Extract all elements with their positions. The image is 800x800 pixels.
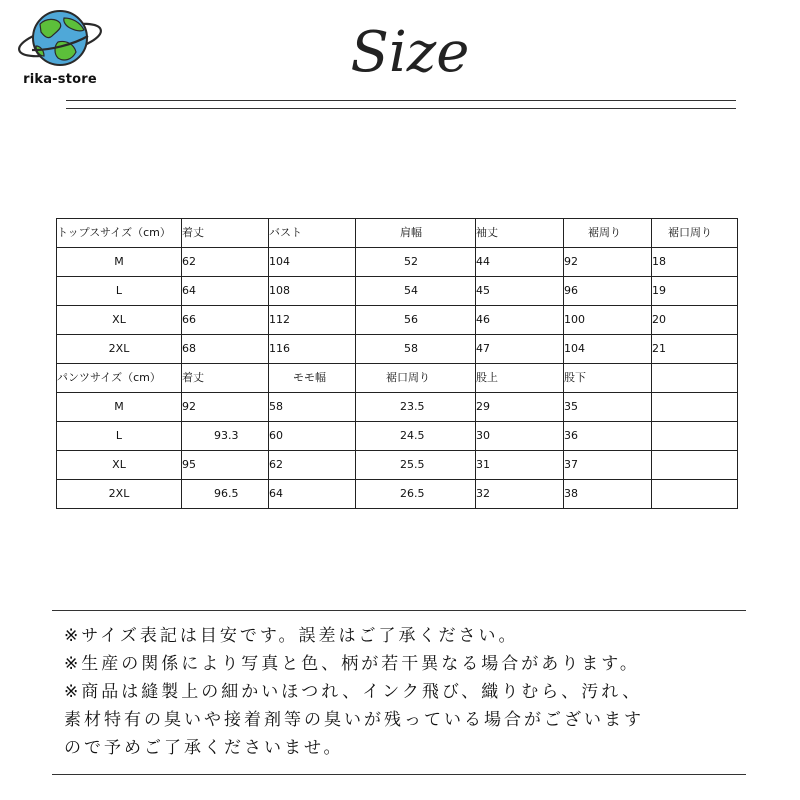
table-cell: 20 <box>652 306 738 335</box>
table-cell: 2XL <box>57 335 182 364</box>
table-cell: 肩幅 <box>356 219 476 248</box>
page-title: Size <box>350 20 470 85</box>
table-cell: 18 <box>652 248 738 277</box>
table-cell: 95 <box>182 451 269 480</box>
table-cell: 44 <box>476 248 564 277</box>
table-cell <box>652 451 738 480</box>
table-cell: 着丈 <box>182 364 269 393</box>
table-cell: 58 <box>269 393 356 422</box>
table-row <box>57 219 738 248</box>
table-cell: バスト <box>269 219 356 248</box>
table-cell: 116 <box>269 335 356 364</box>
table-cell: 92 <box>564 248 652 277</box>
divider-notes-top <box>52 610 746 611</box>
table-cell: 112 <box>269 306 356 335</box>
table-row <box>57 335 738 364</box>
divider-notes-bottom <box>52 774 746 775</box>
table-cell: L <box>57 422 182 451</box>
table-cell: 袖丈 <box>476 219 564 248</box>
globe-icon <box>14 6 106 72</box>
table-cell: 56 <box>356 306 476 335</box>
table-row <box>57 422 738 451</box>
table-cell: 股上 <box>476 364 564 393</box>
table-cell: 29 <box>476 393 564 422</box>
table-cell: 25.5 <box>356 451 476 480</box>
note-line: ※生産の関係により写真と色、柄が若干異なる場合があります。 <box>64 654 640 674</box>
table-cell: 36 <box>564 422 652 451</box>
table-row <box>57 364 738 393</box>
table-row <box>57 277 738 306</box>
table-cell: L <box>57 277 182 306</box>
table-cell: 2XL <box>57 480 182 509</box>
table-cell: XL <box>57 451 182 480</box>
table-cell: パンツサイズ（cm） <box>57 364 182 393</box>
table-cell: 64 <box>269 480 356 509</box>
table-cell: 96.5 <box>182 480 269 509</box>
table-row <box>57 248 738 277</box>
table-cell: モモ幅 <box>269 364 356 393</box>
table-cell: 38 <box>564 480 652 509</box>
table-cell: 62 <box>182 248 269 277</box>
table-cell: 着丈 <box>182 219 269 248</box>
brand-logo <box>8 6 108 90</box>
table-cell: 68 <box>182 335 269 364</box>
table-cell: 19 <box>652 277 738 306</box>
divider-top-2 <box>66 108 736 109</box>
table-cell: 60 <box>269 422 356 451</box>
notes <box>64 622 754 762</box>
table-cell: XL <box>57 306 182 335</box>
table-cell: 裾周り <box>564 219 652 248</box>
table-row <box>57 451 738 480</box>
table-cell: 26.5 <box>356 480 476 509</box>
divider-top <box>66 100 736 101</box>
table-cell: 54 <box>356 277 476 306</box>
brand-name: rika-store <box>23 72 97 87</box>
table-cell <box>652 422 738 451</box>
table-cell: 66 <box>182 306 269 335</box>
table-cell: 64 <box>182 277 269 306</box>
table-cell: M <box>57 393 182 422</box>
table-cell: 35 <box>564 393 652 422</box>
table-row <box>57 480 738 509</box>
table-cell: 46 <box>476 306 564 335</box>
table-cell: 108 <box>269 277 356 306</box>
table-cell: 96 <box>564 277 652 306</box>
table-cell: 32 <box>476 480 564 509</box>
table-cell: M <box>57 248 182 277</box>
table-cell: 52 <box>356 248 476 277</box>
table-cell: 23.5 <box>356 393 476 422</box>
table-cell <box>652 480 738 509</box>
table-cell: 30 <box>476 422 564 451</box>
note-line: ので予めご了承くださいませ。 <box>64 738 344 758</box>
table-cell: 45 <box>476 277 564 306</box>
table-cell: 93.3 <box>182 422 269 451</box>
table-cell: 31 <box>476 451 564 480</box>
table-cell: 裾口周り <box>356 364 476 393</box>
table-cell: 104 <box>564 335 652 364</box>
table-row <box>57 393 738 422</box>
table-cell: 104 <box>269 248 356 277</box>
table-cell: 100 <box>564 306 652 335</box>
table-cell: 股下 <box>564 364 652 393</box>
table-cell <box>652 364 738 393</box>
note-line: ※商品は縫製上の細かいほつれ、インク飛び、織りむら、汚れ、 <box>64 682 643 702</box>
table-cell: 21 <box>652 335 738 364</box>
table-cell: 24.5 <box>356 422 476 451</box>
size-table <box>56 218 738 509</box>
table-cell: 裾口周り <box>652 219 738 248</box>
table-cell: トップスサイズ（cm） <box>57 219 182 248</box>
note-line: ※サイズ表記は目安です。誤差はご了承ください。 <box>64 626 519 646</box>
note-line: 素材特有の臭いや接着剤等の臭いが残っている場合がございます <box>64 710 644 730</box>
table-cell: 37 <box>564 451 652 480</box>
table-cell: 58 <box>356 335 476 364</box>
table-cell <box>652 393 738 422</box>
table-cell: 47 <box>476 335 564 364</box>
table-row <box>57 306 738 335</box>
table-cell: 92 <box>182 393 269 422</box>
table-cell: 62 <box>269 451 356 480</box>
